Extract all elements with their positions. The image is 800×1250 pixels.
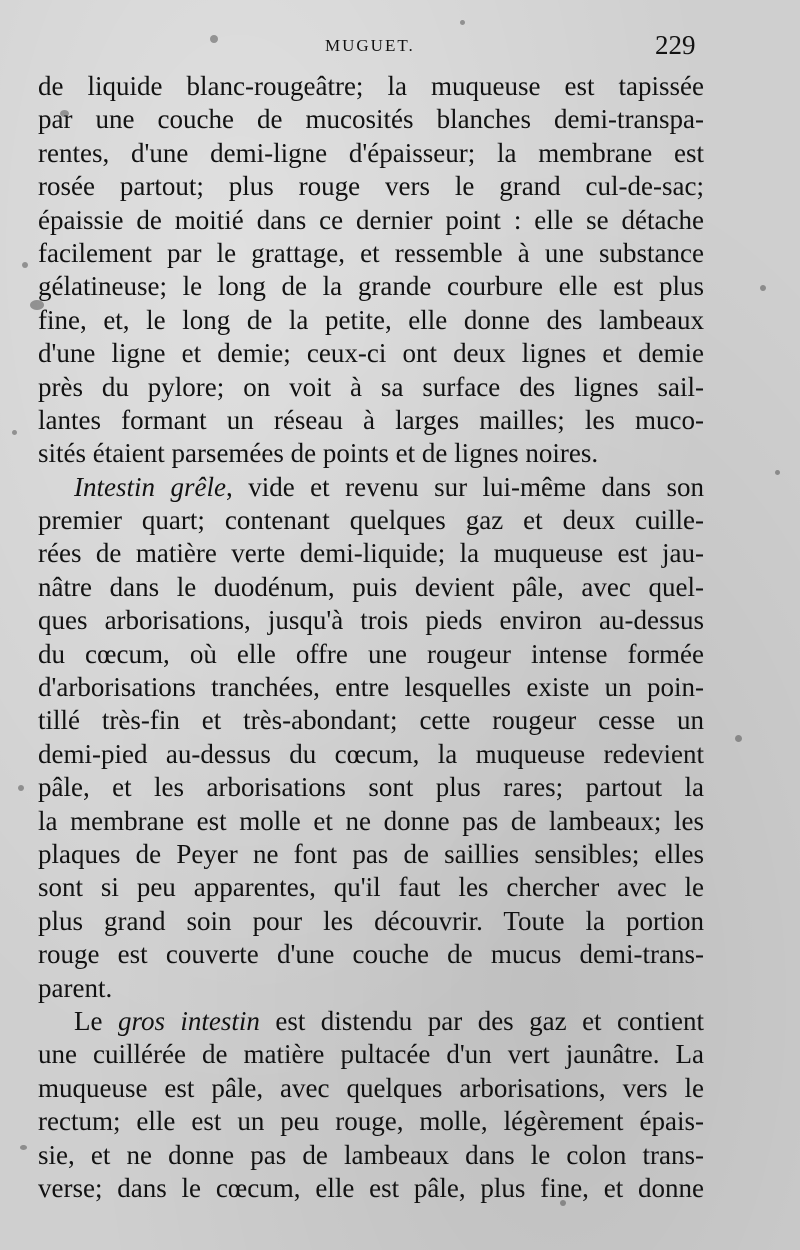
foxing-spot [460,20,465,25]
text-line: rentes, d'une demi-ligne d'épaisseur; la membrane est [38,137,704,168]
text-line: sie, et ne donne pas de lambeaux dans le colon trans- [38,1139,704,1170]
text-line: pâle, et les arborisations sont plus rares; partout la [38,772,704,803]
foxing-spot [22,262,28,268]
text-line: tillé très-fin et très-abondant; cette rougeur cesse un [38,705,704,736]
text-line: fine, et, le long de la petite, elle donne des lambeaux [38,304,704,335]
text-line: lantes formant un réseau à larges mailles; les muco- [38,404,704,435]
running-head [0,30,800,64]
text-run: , vide et revenu sur lui-même dans son [225,471,704,502]
foxing-spot [12,430,17,435]
text-line: ques arborisations, jusqu'à trois pieds environ au-dessus [38,605,704,636]
text-line: plaques de Peyer ne font pas de saillies sensibles; elles [38,838,704,869]
text-line: rosée partout; plus rouge vers le grand cul-de-sac; [38,171,704,202]
foxing-spot [18,785,24,791]
section-lead: gros intestin [117,1005,260,1036]
running-title: MUGUET. [325,36,415,55]
text-line: parent. [38,972,113,1003]
text-line: une cuillérée de matière pultacée d'un vert jaunâtre. La [38,1039,704,1070]
text-line: d'arborisations tranchées, entre lesquelles existe un poin- [38,672,704,703]
text-line: premier quart; contenant quelques gaz et deux cuille- [38,505,704,536]
text-line: d'une ligne et demie; ceux-ci ont deux lignes et demie [38,338,704,369]
text-run: est distendu par des gaz et contient [259,1005,704,1036]
section-lead: Intestin grêle [74,471,226,502]
page-number: 229 [655,30,696,60]
foxing-spot [735,735,742,742]
text-line: épaissie de moitié dans ce dernier point : elle se détache [38,204,704,235]
text-line: verse; dans le cœcum, elle est pâle, plus fine, et donne [38,1172,704,1203]
paragraph-first-line [38,471,704,504]
text-line: rouge est couverte d'une couche de mucus demi-trans- [38,939,704,970]
text-line: plus grand soin pour les découvrir. Toute la portion [38,905,704,936]
text-line: près du pylore; on voit à sa surface des lignes sail- [38,371,704,402]
text-line: la membrane est molle et ne donne pas de lambeaux; les [38,805,704,836]
foxing-spot [20,1145,27,1150]
text-line: de liquide blanc-rougeâtre; la muqueuse est tapissée [38,71,704,101]
text-line: muqueuse est pâle, avec quelques arborisations, vers le [38,1072,704,1103]
foxing-spot [775,470,780,475]
text-line: rées de matière verte demi-liquide; la muqueuse est jau- [38,538,704,569]
text-line: du cœcum, où elle offre une rougeur intense formée [38,638,704,669]
text-line: nâtre dans le duodénum, puis devient pâle, avec quel- [38,571,704,602]
text-line: sités étaient parsemées de points et de lignes noires. [38,438,599,469]
text-line: rectum; elle est un peu rouge, molle, légèrement épais- [38,1106,704,1137]
text-line: facilement par le grattage, et ressemble à une substance [38,237,704,268]
text-line: par une couche de mucosités blanches demi-transpa- [38,104,704,135]
foxing-spot [760,285,766,291]
paragraph-first-line [38,1005,704,1038]
body-text [38,70,704,1205]
text-line: gélatineuse; le long de la grande courbure elle est plus [38,271,704,302]
text-line: demi-pied au-dessus du cœcum, la muqueuse redevient [38,738,704,769]
text-run: Le [74,1005,118,1036]
text-line: sont si peu apparentes, qu'il faut les chercher avec le [38,872,704,903]
